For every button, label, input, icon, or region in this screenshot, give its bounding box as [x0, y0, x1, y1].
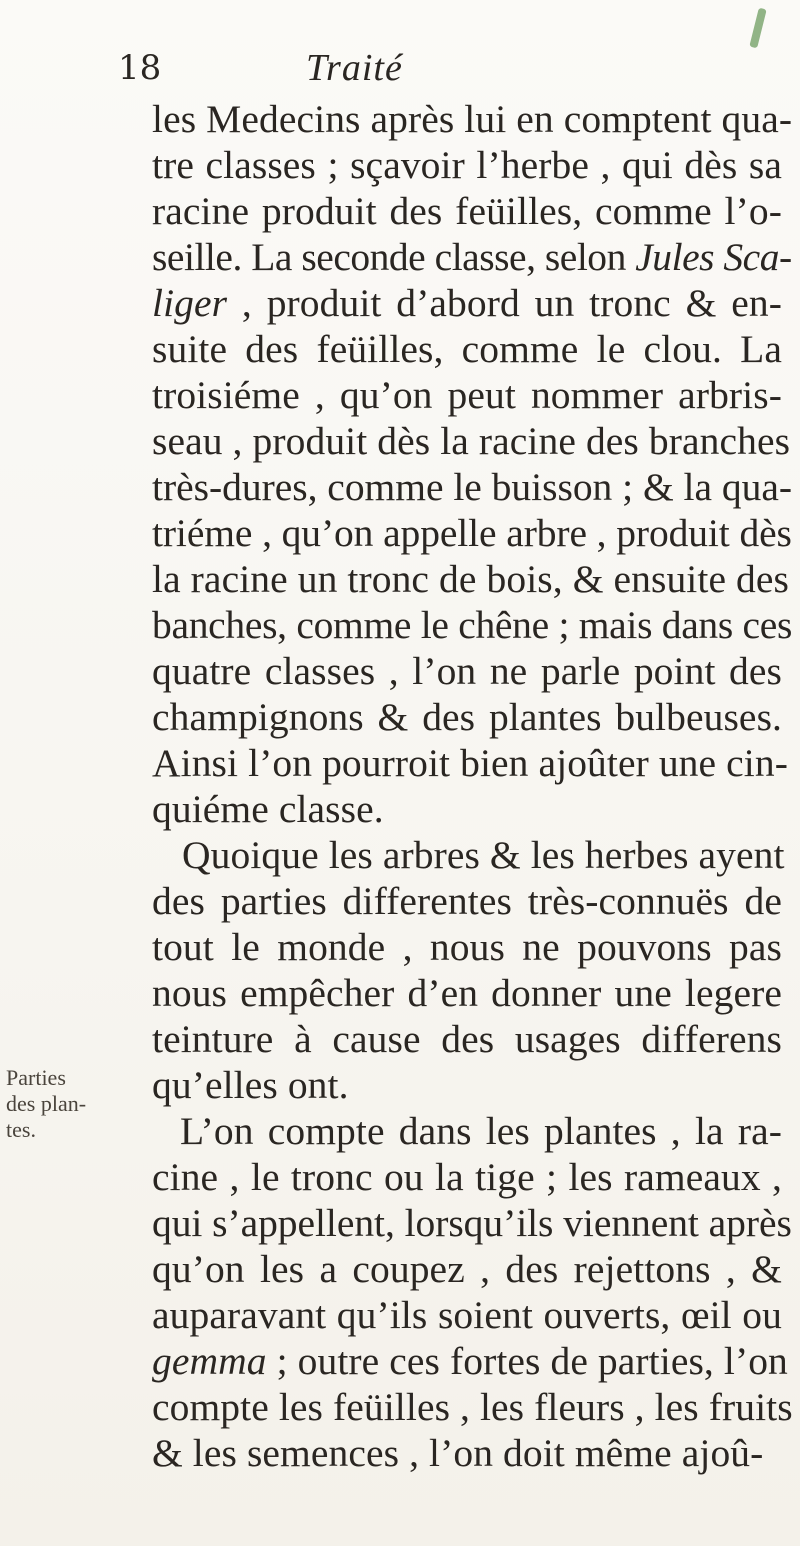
line-text: qu’elles ont. [152, 1063, 349, 1107]
text-line [152, 648, 782, 694]
text-line [152, 1154, 782, 1200]
page-number: 18 [118, 48, 162, 88]
text-line [152, 878, 782, 924]
text-line [182, 832, 785, 878]
line-text: les Medecins après lui en comptent qua- [152, 97, 793, 141]
line-text: quiéme classe. [152, 787, 384, 831]
text-line [152, 694, 782, 740]
text-line [152, 1338, 788, 1384]
text-line [152, 142, 782, 188]
text-line [152, 96, 792, 142]
line-text: banches, comme le chêne ; mais dans ces [152, 603, 793, 647]
text-line [152, 510, 792, 556]
line-text: auparavant qu’ils soient ouverts, œil ou [152, 1293, 782, 1337]
line-text: seau , produit dès la racine des branches [152, 419, 791, 463]
italic-text: Jules Sca- [635, 235, 792, 279]
body-text [0, 96, 800, 1516]
line-text: ; outre ces fortes de parties, l’on [266, 1339, 788, 1383]
text-line [152, 1292, 782, 1338]
line-text: , produit d’abord un tronc & en- [227, 281, 782, 325]
margin-note-line: Parties [6, 1065, 66, 1090]
text-line [152, 970, 782, 1016]
text-line [152, 1246, 782, 1292]
text-line [152, 1016, 782, 1062]
line-text: Quoique les arbres & les herbes ayent [182, 833, 785, 877]
text-line [152, 418, 790, 464]
line-text: des parties differentes très-connuës de [152, 879, 782, 923]
text-line [152, 1430, 763, 1476]
line-text: teinture à cause des usages differens [152, 1017, 782, 1061]
text-line [152, 740, 788, 786]
line-text: quatre classes , l’on ne parle point des [152, 649, 783, 693]
line-text: qui s’appellent, lorsqu’ils viennent après [152, 1201, 792, 1245]
line-text: cine , le tronc ou la tige ; les rameaux , [152, 1155, 783, 1199]
line-text: Ainsi l’on pourroit bien ajoûter une cin- [152, 741, 788, 785]
line-text: suite des feüilles, comme le clou. La [152, 327, 782, 371]
italic-text: liger [152, 281, 228, 325]
text-line [152, 1200, 792, 1246]
text-line [152, 188, 782, 234]
line-text: & les semences , l’on doit même ajoû- [152, 1431, 764, 1475]
text-line [152, 280, 782, 326]
line-text: triéme , qu’on appelle arbre , produit dès [152, 511, 792, 555]
line-text: racine produit des feüilles, comme l’o- [152, 189, 782, 233]
text-line [180, 1108, 782, 1154]
line-text: nous empêcher d’en donner une legere [152, 971, 782, 1015]
text-line [152, 234, 792, 280]
paper-stain [749, 8, 766, 49]
text-line [152, 602, 792, 648]
line-text: troisiéme , qu’on peut nommer arbris- [152, 373, 782, 417]
text-line [152, 786, 384, 832]
line-text: tre classes ; sçavoir l’herbe , qui dès sa [152, 143, 782, 187]
page-header [118, 44, 578, 92]
text-line [152, 372, 782, 418]
line-text: la racine un tronc de bois, & ensuite des [152, 557, 790, 601]
text-line [152, 464, 792, 510]
line-text: compte les feüilles , les fleurs , les fruits [152, 1385, 793, 1429]
line-text: seille. La seconde classe, selon [152, 235, 636, 279]
running-title: Traité [306, 47, 403, 89]
text-line [152, 556, 789, 602]
line-text: qu’on les a coupez , des rejettons , & [152, 1247, 782, 1291]
line-text: L’on compte dans les plantes , la ra- [180, 1109, 782, 1153]
text-line [152, 1384, 793, 1430]
italic-text: gemma [152, 1339, 267, 1383]
line-text: tout le monde , nous ne pouvons pas [152, 925, 782, 969]
line-text: champignons & des plantes bulbeuses. [152, 695, 783, 739]
text-line [152, 924, 782, 970]
text-line [152, 326, 782, 372]
text-line [152, 1062, 349, 1108]
margin-note-line: tes. [6, 1117, 36, 1142]
line-text: très-dures, comme le buisson ; & la qua- [152, 465, 792, 509]
margin-note-line: des plan- [6, 1091, 87, 1116]
